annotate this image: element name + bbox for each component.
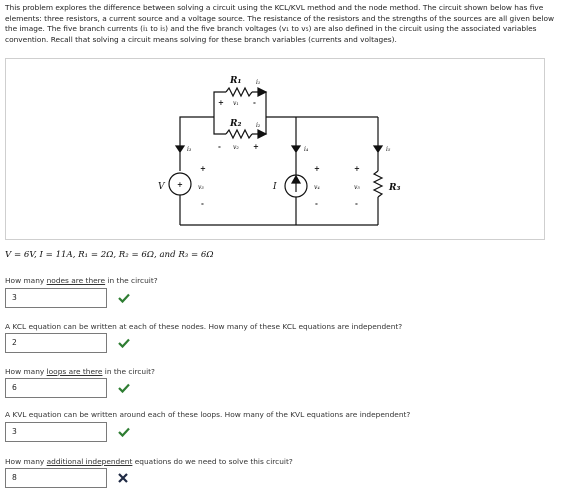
- wire-left-top: [180, 117, 214, 171]
- cross-icon: [116, 471, 130, 485]
- label-i4: i₄: [304, 146, 309, 153]
- label-r2: R₂: [230, 119, 242, 129]
- i5-arrow: [374, 146, 382, 152]
- v3-plus: +: [200, 164, 206, 173]
- check-icon: [117, 291, 131, 305]
- problem-intro: This problem explores the difference between solving a circuit using the KCL/KVL method and the node method. The circuit shown below has five elements: three resistors, a current source and a voltage source. The resistance of the resistors and the strengths of the sources are all given below the image. The five branch currents (i₁ to i₅) and the five branch voltages (v₁ to v₅) are also defined in the circuit using the associated variables convention. Recall that solving a circuit means solving for these branch variables (currents and voltages).: [5, 3, 555, 44]
- v1-plus: +: [218, 98, 224, 107]
- i1-arrow: [258, 88, 266, 96]
- circuit-diagram: [5, 58, 545, 240]
- v2-minus: -: [218, 142, 221, 151]
- label-isrc: I: [273, 182, 277, 192]
- label-i2: i₂: [256, 122, 261, 129]
- check-icon: [117, 381, 131, 395]
- question-2: A KCL equation can be written at each of these nodes. How many of these KCL equations are independent?: [5, 322, 403, 331]
- resistor-r2: [226, 130, 252, 138]
- question-4: A KVL equation can be written around each of these loops. How many of the KVL equations are independent?: [5, 410, 411, 419]
- question-1: How many nodes are there in the circuit?: [5, 276, 158, 285]
- v4-plus: +: [314, 164, 320, 173]
- label-vsrc: V: [158, 182, 165, 192]
- given-values: V = 6V, I = 11A, R₁ = 2Ω, R₂ = 6Ω, and R₃ = 6Ω: [5, 250, 214, 260]
- v5-minus: -: [355, 199, 358, 208]
- v3-minus: -: [201, 199, 204, 208]
- i4-arrow: [292, 146, 300, 152]
- i2-arrow: [258, 130, 266, 138]
- label-v2: v₂: [233, 144, 239, 151]
- label-r3: R₃: [389, 183, 401, 193]
- label-v1: v₁: [233, 100, 239, 107]
- circuit-svg: [6, 59, 544, 239]
- answer-input-4[interactable]: 3: [5, 422, 107, 442]
- isrc-arrowhead: [292, 176, 300, 183]
- label-r1: R₁: [230, 76, 242, 86]
- answer-input-5[interactable]: 8: [5, 468, 107, 488]
- resistor-r3: [374, 171, 382, 197]
- v5-plus: +: [354, 164, 360, 173]
- label-v4: v₄: [314, 184, 320, 191]
- check-icon: [117, 336, 131, 350]
- answer-input-1[interactable]: 3: [5, 288, 107, 308]
- v4-minus: -: [315, 199, 318, 208]
- label-i1: i₁: [256, 79, 261, 86]
- answer-input-3[interactable]: 6: [5, 378, 107, 398]
- label-v5: v₅: [354, 184, 360, 191]
- answer-input-2[interactable]: 2: [5, 333, 107, 353]
- v1-minus: -: [253, 98, 256, 107]
- v2-plus: +: [253, 142, 259, 151]
- question-3: How many loops are there in the circuit?: [5, 367, 155, 376]
- i3-arrow: [176, 146, 184, 152]
- label-i3: i₃: [187, 146, 192, 153]
- resistor-r1: [226, 88, 252, 96]
- check-icon: [117, 425, 131, 439]
- question-5: How many additional independent equations do we need to solve this circuit?: [5, 457, 293, 466]
- label-v3: v₃: [198, 184, 204, 191]
- wire-r2-left: [214, 117, 226, 134]
- vsrc-plus: +: [177, 180, 183, 189]
- label-i5: i₅: [386, 146, 391, 153]
